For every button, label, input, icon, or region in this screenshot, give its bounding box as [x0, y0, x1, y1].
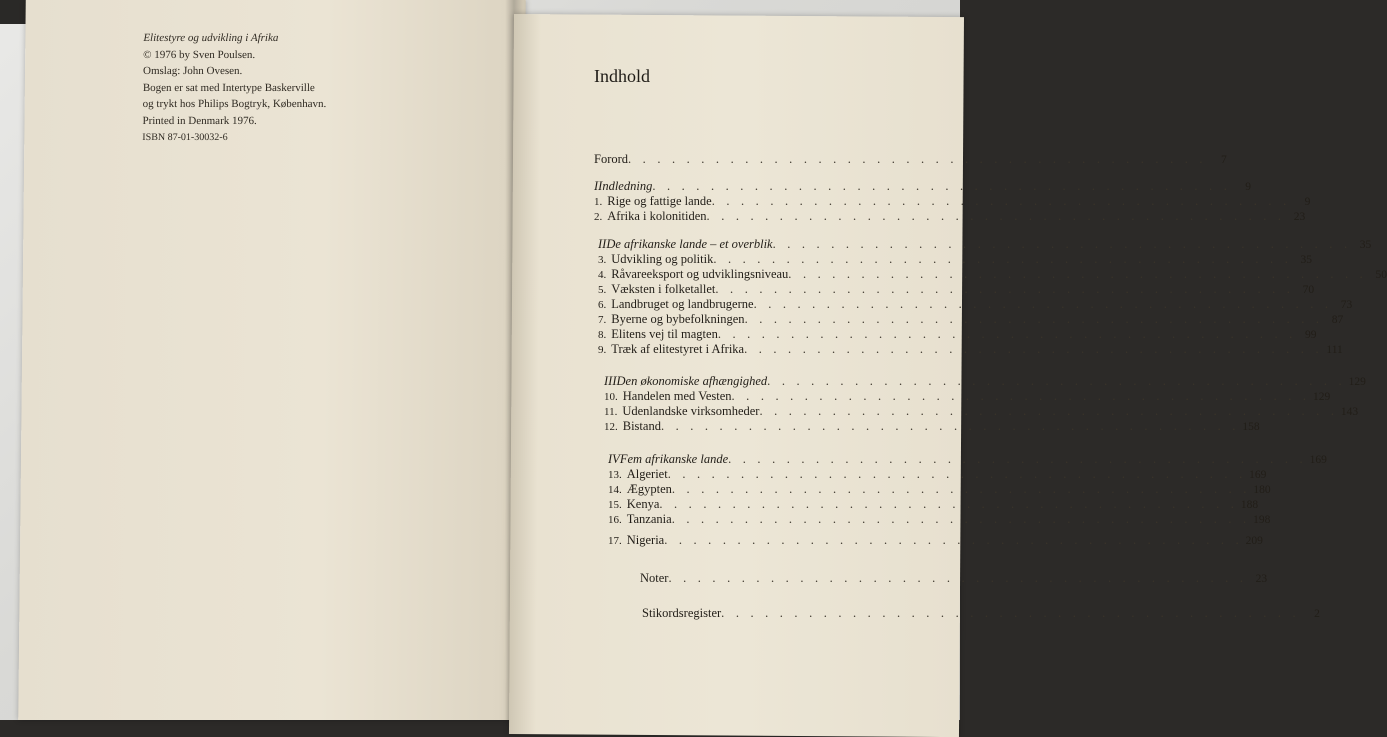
- toc-entry-label: Udenlandske virksomheder: [622, 404, 760, 418]
- toc-section-numeral: III: [604, 374, 617, 388]
- toc-leader-dots: . . . . . . . . . . . . . . . . . . . . . . . . . . . . . . . . . . . . . . . .: [753, 297, 1333, 311]
- toc-chapter-number: 8.: [598, 329, 607, 341]
- toc-entry-label: Indledning: [598, 179, 653, 193]
- toc-entry-label: Ægypten: [626, 482, 672, 496]
- toc-leader-dots: . . . . . . . . . . . . . . . . . . . . . . . . . . . . . . . . . . . . . . . .: [767, 374, 1346, 388]
- toc-page-number: 99: [1305, 329, 1317, 341]
- left-page: [18, 0, 526, 720]
- toc-page-number: 169: [1309, 454, 1327, 466]
- toc-leader-dots: . . . . . . . . . . . . . . . . . . . . . . . . . . . . . . . . . . . . . . . .: [664, 533, 1243, 547]
- toc-entry-label: Tanzania: [626, 512, 672, 526]
- toc-entry-label: Landbruget og landbrugerne: [611, 297, 754, 311]
- toc-entry-label: Nigeria: [626, 533, 665, 547]
- imprint-block: [142, 30, 327, 146]
- toc-entry-label: Algeriet: [626, 467, 668, 481]
- toc-page-number: 129: [1312, 391, 1331, 403]
- toc-chapter-number: 10.: [604, 391, 618, 403]
- toc-section-numeral: I: [594, 179, 599, 193]
- toc-chapter-number: 16.: [608, 514, 622, 526]
- toc-leader-dots: . . . . . . . . . . . . . . . . . . . . . . . . . . . . . . . . . . . . . . . .: [706, 209, 1286, 223]
- toc-section-numeral: IV: [608, 452, 620, 466]
- imprint-copyright: © 1976 by Sven Poulsen.: [143, 48, 256, 61]
- toc-entry: [604, 389, 1331, 404]
- toc-page-number: 143: [1340, 406, 1359, 418]
- toc-leader-dots: . . . . . . . . . . . . . . . . . . . . . . . . . . . . . . . . . . . . . . . .: [668, 571, 1248, 585]
- toc-chapter-number: 11.: [604, 406, 618, 418]
- toc-page-number: 209: [1245, 535, 1263, 547]
- toc-page-number: 9: [1304, 196, 1311, 208]
- toc-chapter-number: 2.: [594, 211, 603, 223]
- toc-entry: [604, 404, 1359, 419]
- toc-leader-dots: . . . . . . . . . . . . . . . . . . . . . . . . . . . . . . . . . . . . . . . .: [659, 497, 1239, 511]
- toc-entry-label: Råvareeksport og udviklingsniveau: [611, 267, 789, 281]
- toc-leader-dots: . . . . . . . . . . . . . . . . . . . . . . . . . . . . . . . . . . . . . . . .: [744, 342, 1323, 356]
- toc-entry-label: Væksten i folketallet: [611, 282, 716, 296]
- toc-entry: [598, 327, 1317, 342]
- toc-page-number: 23: [1255, 573, 1268, 585]
- toc-entry-label: Stikordsregister: [642, 606, 722, 620]
- toc-leader-dots: . . . . . . . . . . . . . . . . . . . . . . . . . . . . . . . . . . . . . . . .: [715, 282, 1295, 296]
- toc-page-number: 158: [1242, 421, 1260, 433]
- toc-page-number: 73: [1340, 299, 1353, 311]
- toc-page-number: 198: [1253, 514, 1271, 526]
- toc-leader-dots: . . . . . . . . . . . . . . . . . . . . . . . . . . . . . . . . . . . . . . . .: [744, 312, 1324, 326]
- toc-entry: [598, 297, 1353, 312]
- imprint-title: Elitestyre og udvikling i Afrika: [143, 32, 279, 44]
- toc-entry-label: Træk af elitestyret i Afrika: [611, 342, 745, 356]
- toc-entry: [594, 179, 1252, 194]
- imprint-typeset: Bogen er sat med Intertype Baskerville: [142, 81, 315, 94]
- toc-leader-dots: . . . . . . . . . . . . . . . . . . . . . . . . . . . . . . . . . . . . . . . .: [731, 389, 1311, 403]
- toc-entry: [598, 342, 1343, 357]
- toc-page-number: 70: [1302, 284, 1315, 296]
- toc-page-number: 111: [1326, 344, 1343, 356]
- toc-chapter-number: 14.: [608, 484, 622, 496]
- toc-leader-dots: . . . . . . . . . . . . . . . . . . . . . . . . . . . . . . . . . . . . . . . .: [717, 327, 1297, 341]
- toc-chapter-number: 12.: [604, 421, 618, 433]
- toc-page-number: 129: [1348, 376, 1366, 388]
- toc-entry: [604, 419, 1260, 434]
- toc-entry-label: Rige og fattige lande: [607, 194, 712, 208]
- toc-leader-dots: . . . . . . . . . . . . . . . . . . . . . . . . . . . . . . . . . . . . . . . .: [713, 252, 1293, 266]
- toc-entry: [598, 237, 1372, 252]
- toc-page-number: 50: [1375, 269, 1387, 281]
- toc-leader-dots: . . . . . . . . . . . . . . . . . . . . . . . . . . . . . . . . . . . . . . . .: [711, 194, 1291, 208]
- toc-entry: [608, 512, 1271, 527]
- toc-entry: [598, 252, 1313, 267]
- imprint-printed: Printed in Denmark 1976.: [142, 114, 257, 127]
- toc-entry-label: De afrikanske lande – et overblik: [606, 237, 773, 251]
- toc-entry: [608, 467, 1267, 482]
- toc-entry-label: Afrika i kolonitiden: [607, 209, 707, 223]
- toc-leader-dots: . . . . . . . . . . . . . . . . . . . . . . . . . . . . . . . . . . . . . . . .: [728, 452, 1307, 466]
- toc-entry: [640, 571, 1268, 586]
- toc-page-number: 9: [1245, 181, 1252, 193]
- toc-entry: [594, 194, 1311, 209]
- imprint-cover: Omslag: John Ovesen.: [142, 65, 243, 78]
- toc-entry: [598, 312, 1344, 327]
- toc-entry-label: Den økonomiske afhængighed: [616, 374, 768, 388]
- toc-leader-dots: . . . . . . . . . . . . . . . . . . . . . . . . . . . . . . . . . . . . . . . .: [721, 606, 1300, 620]
- toc-page-number: 35: [1300, 254, 1313, 266]
- toc-leader-dots: . . . . . . . . . . . . . . . . . . . . . . . . . . . . . . . . . . . . . . . .: [759, 404, 1339, 418]
- toc-page-number: 188: [1240, 499, 1259, 511]
- toc-page-number: 2: [1314, 608, 1320, 620]
- toc-chapter-number: 15.: [608, 499, 622, 511]
- toc-leader-dots: . . . . . . . . . . . . . . . . . . . . . . . . . . . . . . . . . . . . . . . .: [671, 482, 1251, 496]
- toc-section-numeral: II: [598, 237, 607, 251]
- toc-entry: [608, 533, 1263, 548]
- toc-leader-dots: . . . . . . . . . . . . . . . . . . . . . . . . . . . . . . . . . . . . . . . .: [772, 237, 1352, 251]
- toc-page-number: 87: [1331, 314, 1344, 326]
- toc-leader-dots: . . . . . . . . . . . . . . . . . . . . . . . . . . . . . . . . . . . . . . . .: [652, 179, 1232, 193]
- imprint-isbn: ISBN 87-01-30032-6: [142, 131, 228, 143]
- toc-entry-label: Bistand: [622, 419, 661, 433]
- toc-entry-label: Kenya: [626, 497, 660, 511]
- toc-page-number: 180: [1253, 484, 1271, 496]
- toc-chapter-number: 4.: [598, 269, 607, 281]
- toc-entry-label: Handelen med Vesten: [622, 389, 732, 403]
- toc-leader-dots: . . . . . . . . . . . . . . . . . . . . . . . . . . . . . . . . . . . . . . . .: [628, 152, 1207, 166]
- toc-chapter-number: 7.: [598, 314, 607, 326]
- toc-chapter-number: 9.: [598, 344, 607, 356]
- toc-page-number: 23: [1293, 211, 1306, 223]
- toc-entry: [598, 282, 1315, 297]
- toc-page-number: 35: [1359, 239, 1372, 251]
- toc-title: Indhold: [594, 66, 650, 86]
- toc-chapter-number: 17.: [608, 535, 622, 547]
- toc-chapter-number: 13.: [608, 469, 622, 481]
- toc-entry: [604, 374, 1366, 389]
- toc-page-number: 169: [1249, 469, 1267, 481]
- toc-leader-dots: . . . . . . . . . . . . . . . . . . . . . . . . . . . . . . . . . . . . . . . .: [667, 467, 1247, 481]
- toc-entry-label: Byerne og bybefolkningen: [611, 312, 745, 326]
- imprint-printer: og trykt hos Philips Bogtryk, København.: [142, 98, 327, 111]
- toc-entry: [598, 267, 1387, 282]
- toc-entry-label: Udvikling og politik: [611, 252, 714, 266]
- toc-entry-label: Forord: [594, 152, 629, 166]
- toc-leader-dots: . . . . . . . . . . . . . . . . . . . . . . . . . . . . . . . . . . . . . . . .: [671, 512, 1251, 526]
- toc-entry: [642, 606, 1320, 621]
- toc-chapter-number: 3.: [598, 254, 607, 266]
- toc-entry: [608, 497, 1259, 512]
- toc-chapter-number: 6.: [598, 299, 607, 311]
- toc-chapter-number: 1.: [594, 196, 603, 208]
- toc-entry: [608, 482, 1271, 497]
- toc-entry-label: Fem afrikanske lande: [619, 452, 729, 466]
- toc-chapter-number: 5.: [598, 284, 607, 296]
- toc-entry: [608, 452, 1327, 467]
- toc-entry-label: Elitens vej til magten: [611, 327, 718, 341]
- toc-leader-dots: . . . . . . . . . . . . . . . . . . . . . . . . . . . . . . . . . . . . . . . .: [788, 267, 1367, 281]
- toc-leader-dots: . . . . . . . . . . . . . . . . . . . . . . . . . . . . . . . . . . . . . . . .: [660, 419, 1240, 433]
- toc-entry: [594, 209, 1306, 224]
- toc-entry: [594, 152, 1227, 167]
- toc-page-number: 7: [1220, 154, 1227, 166]
- toc-entry-label: Noter: [640, 571, 669, 585]
